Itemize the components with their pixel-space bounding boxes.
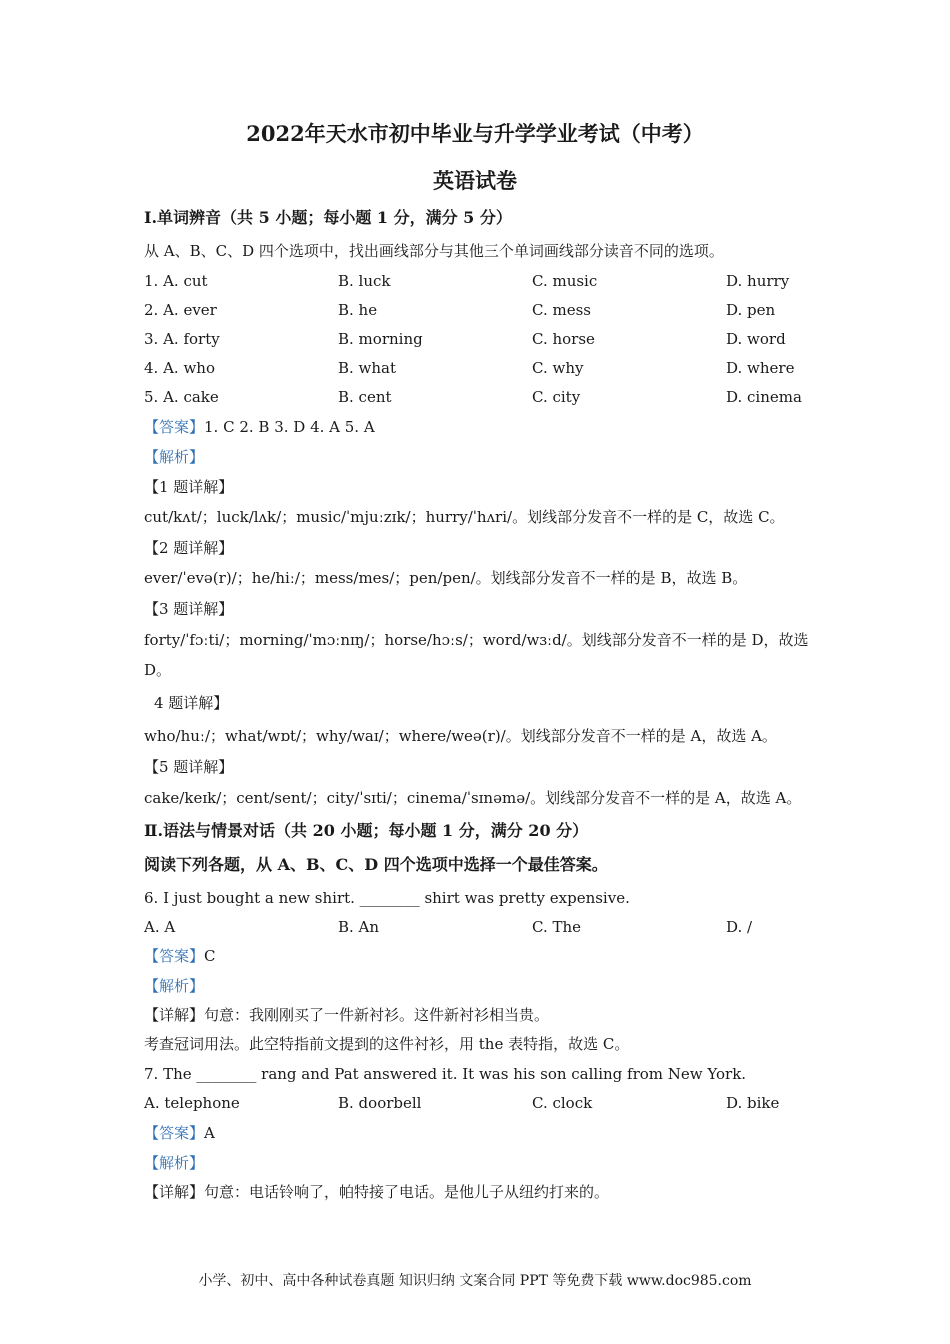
option-a: A. telephone bbox=[144, 1094, 240, 1112]
option-c: C. clock bbox=[532, 1094, 593, 1112]
option-c: C. why bbox=[532, 359, 584, 377]
option-d: D. hurry bbox=[726, 272, 790, 290]
option-d: D. cinema bbox=[726, 388, 802, 406]
option-c: C. mess bbox=[532, 301, 591, 319]
option-c: C. horse bbox=[532, 330, 595, 348]
option-b: B. doorbell bbox=[338, 1094, 422, 1112]
option-a: 5. A. cake bbox=[144, 388, 219, 406]
exam-subtitle: 英语试卷 bbox=[433, 168, 517, 193]
option-c: C. The bbox=[532, 918, 582, 936]
detail-text: forty/ˈfɔːti/；morning/ˈmɔːnɪŋ/；horse/hɔːs/；word/wɜːd/。划线部分发音不一样的是 D，故选 bbox=[144, 631, 809, 649]
option-d: D. word bbox=[726, 330, 786, 348]
detail-heading: 【2 题详解】 bbox=[144, 539, 234, 557]
option-a: 4. A. who bbox=[144, 359, 215, 377]
option-a: A. A bbox=[144, 918, 176, 936]
answer-line bbox=[144, 946, 216, 966]
option-b: B. An bbox=[338, 918, 380, 936]
option-b: B. luck bbox=[338, 272, 391, 290]
option-a: 3. A. forty bbox=[144, 330, 220, 348]
question-stem: 7. The ________ rang and Pat answered it. It was his son calling from New York. bbox=[144, 1065, 747, 1083]
section-2-instruction: 阅读下列各题，从 A、B、C、D 四个选项中选择一个最佳答案。 bbox=[144, 855, 608, 874]
detail-text: 考查冠词用法。此空特指前文提到的这件衬衫，用 the 表特指，故选 C。 bbox=[144, 1035, 630, 1053]
analysis-tag: 【解析】 bbox=[144, 1154, 205, 1172]
detail-text: who/huː/；what/wɒt/；why/waɪ/；where/weə(r)/。划线部分发音不一样的是 A，故选 A。 bbox=[144, 727, 777, 745]
option-b: B. he bbox=[338, 301, 378, 319]
option-a: 1. A. cut bbox=[144, 272, 208, 290]
option-c: C. city bbox=[532, 388, 581, 406]
option-d: D. where bbox=[726, 359, 795, 377]
option-a: 2. A. ever bbox=[144, 301, 217, 319]
detail-text: cut/kʌt/；luck/lʌk/；music/ˈmjuːzɪk/；hurry/ˈhʌri/。划线部分发音不一样的是 C，故选 C。 bbox=[144, 508, 785, 526]
detail-text-cont: D。 bbox=[144, 661, 172, 679]
option-b: B. what bbox=[338, 359, 397, 377]
option-c: C. music bbox=[532, 272, 598, 290]
detail-heading: 4 题详解】 bbox=[154, 694, 229, 712]
answer-text: C bbox=[204, 947, 216, 965]
section-2-heading: Ⅱ.语法与情景对话（共 20 小题；每小题 1 分，满分 20 分） bbox=[144, 821, 589, 840]
detail-text: 【详解】句意：电话铃响了，帕特接了电话。是他儿子从纽约打来的。 bbox=[144, 1183, 610, 1201]
section-1-heading: Ⅰ.单词辨音（共 5 小题；每小题 1 分，满分 5 分） bbox=[144, 208, 512, 227]
answer-line bbox=[144, 417, 375, 437]
option-d: D. pen bbox=[726, 301, 776, 319]
section-1-instruction: 从 A、B、C、D 四个选项中，找出画线部分与其他三个单词画线部分读音不同的选项。 bbox=[144, 242, 724, 260]
analysis-tag: 【解析】 bbox=[144, 448, 205, 466]
answer-tag: 【答案】 bbox=[144, 1124, 205, 1142]
detail-heading: 【5 题详解】 bbox=[144, 758, 234, 776]
answer-tag: 【答案】 bbox=[144, 418, 205, 436]
option-b: B. morning bbox=[338, 330, 423, 348]
detail-text: cake/keɪk/；cent/sent/；city/ˈsɪti/；cinema/ˈsɪnəmə/。划线部分发音不一样的是 A，故选 A。 bbox=[144, 789, 802, 807]
option-d: D. bike bbox=[726, 1094, 780, 1112]
question-stem: 6. I just bought a new shirt. ________ shirt was pretty expensive. bbox=[144, 889, 630, 907]
option-b: B. cent bbox=[338, 388, 392, 406]
answer-text: 1. C 2. B 3. D 4. A 5. A bbox=[204, 418, 375, 436]
analysis-tag: 【解析】 bbox=[144, 977, 205, 995]
answer-line bbox=[144, 1123, 215, 1143]
answer-tag: 【答案】 bbox=[144, 947, 205, 965]
option-d: D. / bbox=[726, 918, 753, 936]
detail-heading: 【1 题详解】 bbox=[144, 478, 234, 496]
detail-heading: 【3 题详解】 bbox=[144, 600, 234, 618]
answer-text: A bbox=[204, 1124, 215, 1142]
detail-text: ever/ˈevə(r)/；he/hiː/；mess/mes/；pen/pen/。划线部分发音不一样的是 B，故选 B。 bbox=[144, 569, 748, 587]
detail-text: 【详解】句意：我刚刚买了一件新衬衫。这件新衬衫相当贵。 bbox=[144, 1006, 550, 1024]
page-footer: 小学、初中、高中各种试卷真题 知识归纳 文案合同 PPT 等免费下载 www.doc985.com bbox=[198, 1273, 752, 1289]
exam-title: 2022年天水市初中毕业与升学学业考试（中考） bbox=[246, 121, 704, 146]
